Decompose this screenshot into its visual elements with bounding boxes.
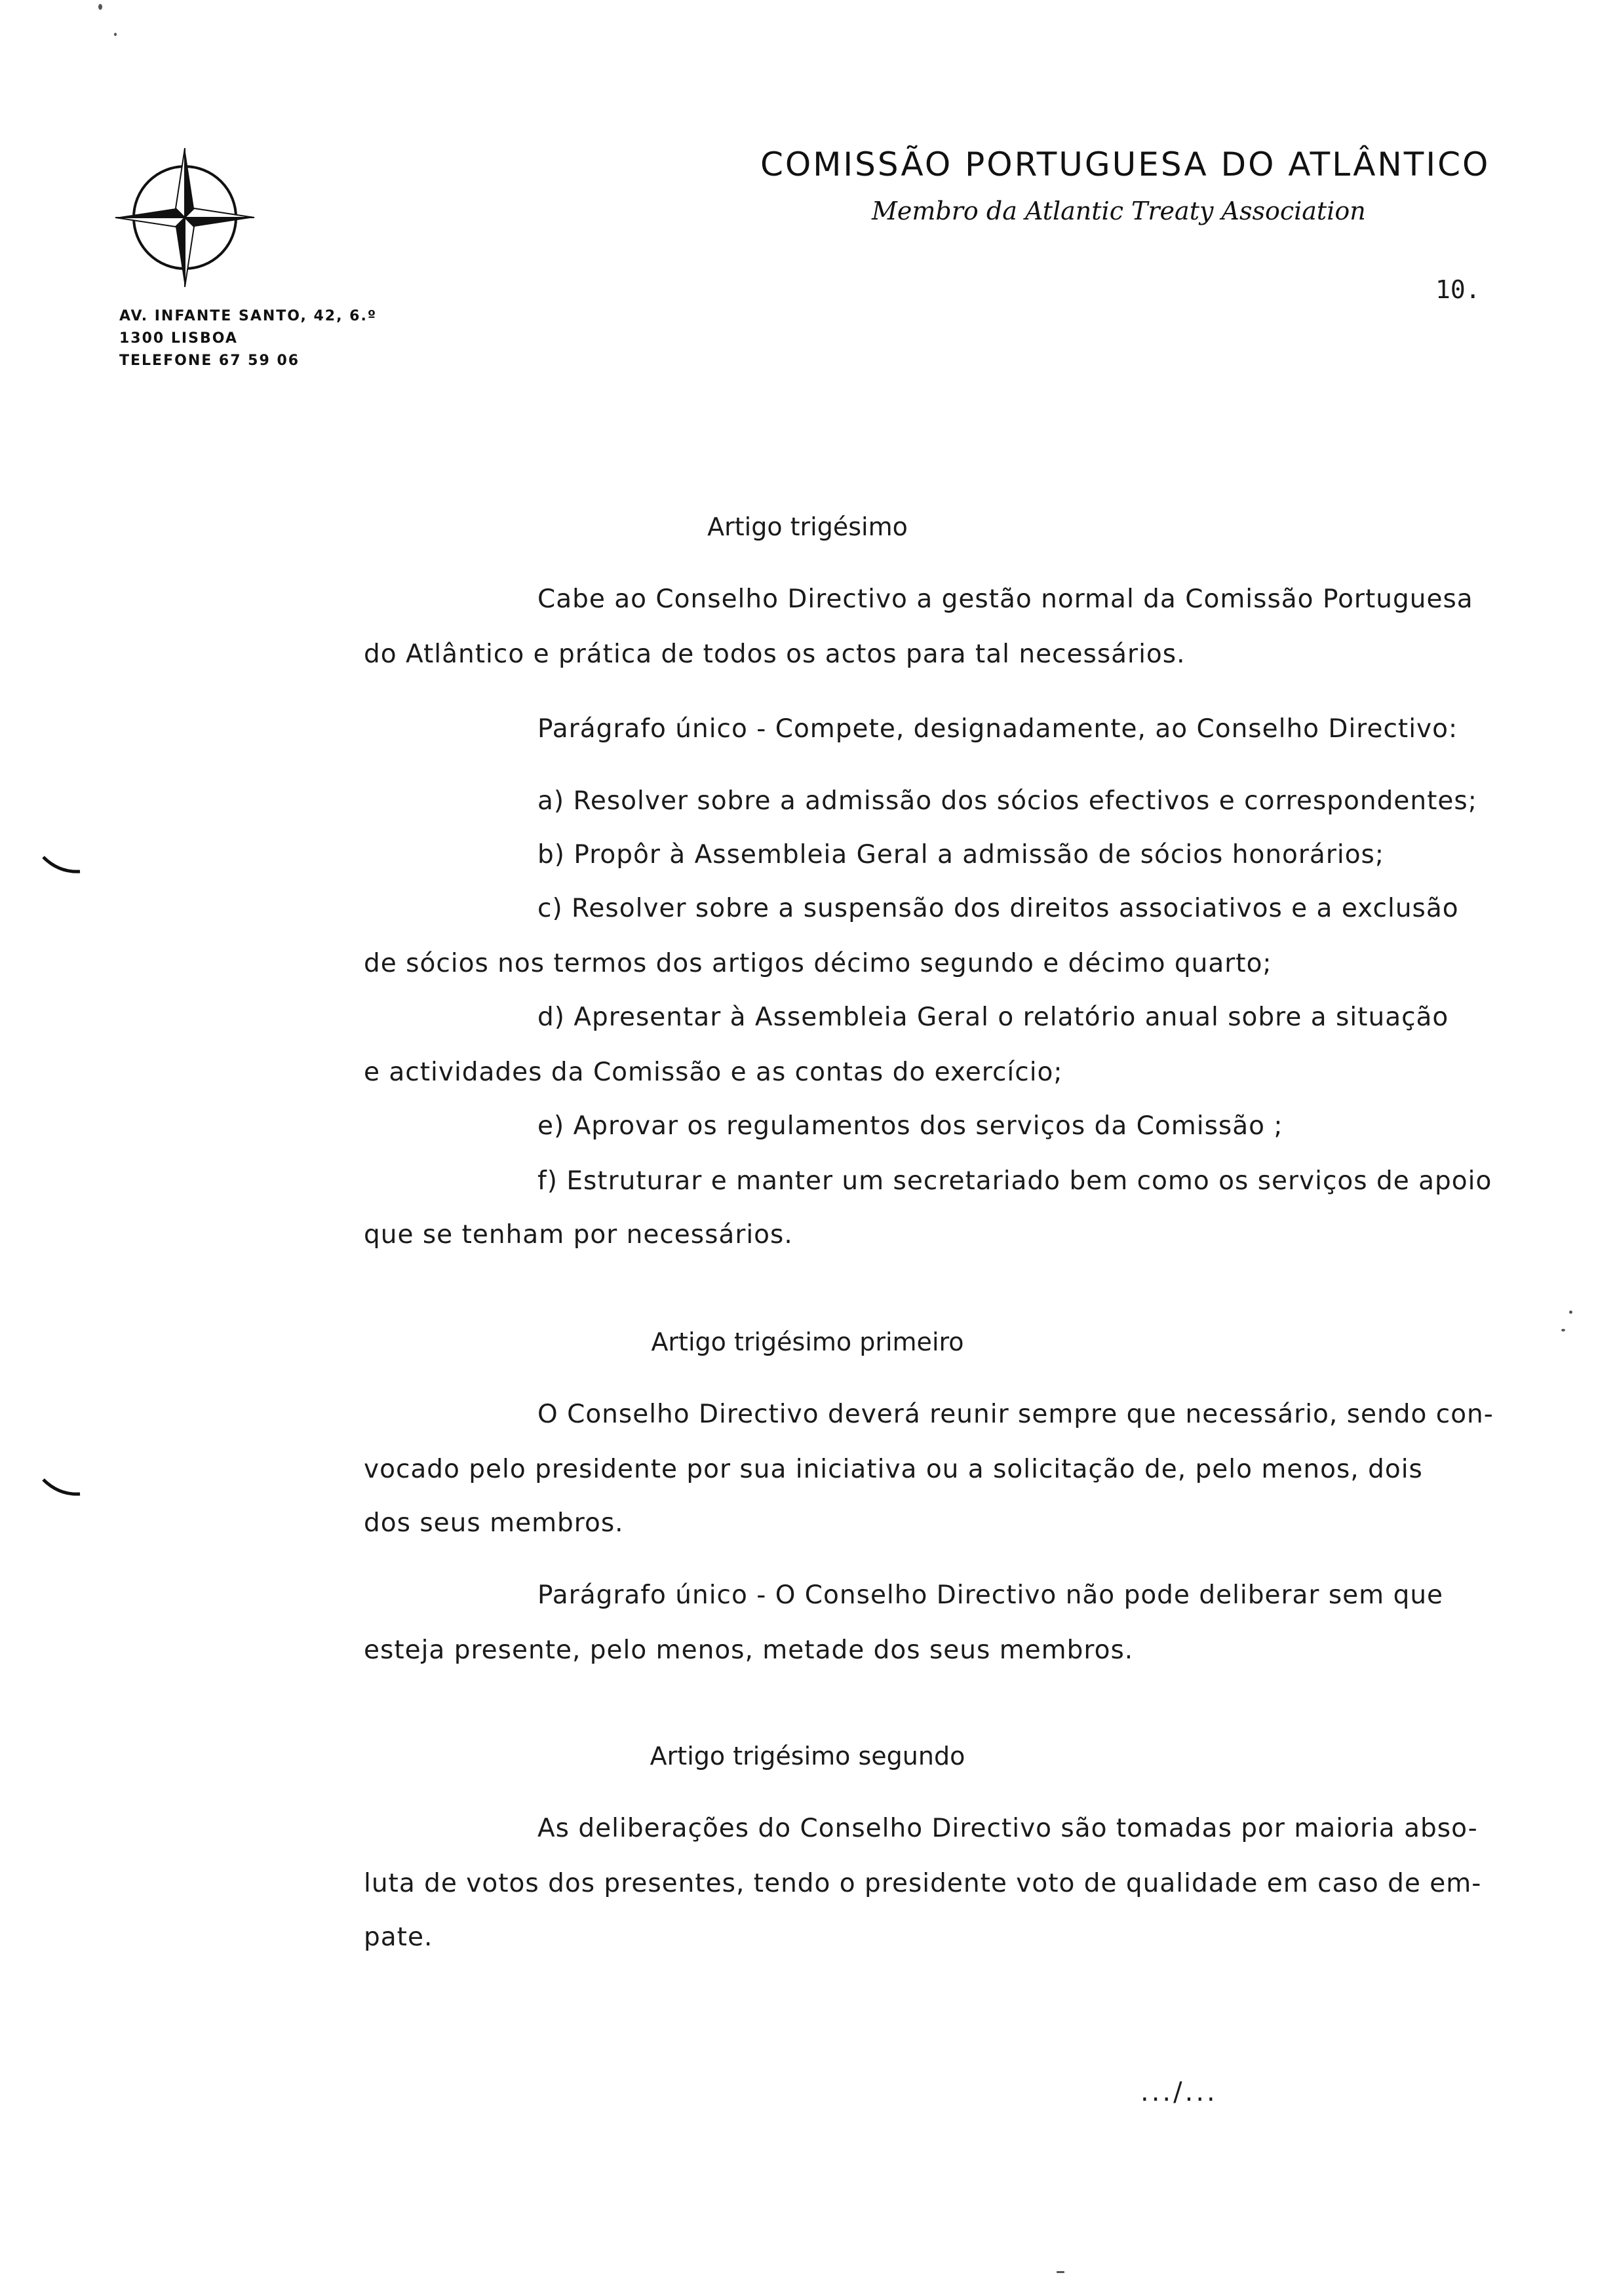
list-item-c: c) Resolver sobre a suspensão dos direitos associativos e a exclusão [537,894,1459,923]
list-item-d: d) Apresentar à Assembleia Geral o relatório anual sobre a situação [537,1003,1449,1032]
paragraph-line: esteja presente, pelo menos, metade dos seus membros. [364,1636,1134,1665]
hole-punch-mark-icon [39,852,85,878]
paragraph-line: Parágrafo único - Compete, designadamente, ao Conselho Directivo: [537,714,1458,744]
organization-title: COMISSÃO PORTUGUESA DO ATLÂNTICO [760,145,1490,183]
scan-speck [1057,2271,1064,2273]
paragraph-line: vocado pelo presidente por sua iniciativa ou a solicitação de, pelo menos, dois [364,1455,1423,1484]
list-item-f: f) Estruturar e manter um secretariado bem como os serviços de apoio [537,1166,1492,1196]
list-item-a: a) Resolver sobre a admissão dos sócios efectivos e correspondentes; [537,786,1477,816]
address-phone: TELEFONE 67 59 06 [119,353,300,369]
hole-punch-mark-icon [39,1474,85,1501]
paragraph-line: O Conselho Directivo deverá reunir sempre que necessário, sendo con- [537,1400,1494,1429]
page-number: 10. [1435,275,1481,304]
continuation-mark: .../... [1140,2077,1218,2107]
scan-speck [1561,1329,1565,1331]
article-heading: Artigo trigésimo primeiro [651,1328,964,1356]
article-heading: Artigo trigésimo segundo [650,1742,965,1770]
scan-speck [114,33,117,36]
scan-speck [1569,1311,1572,1314]
paragraph-line: Parágrafo único - O Conselho Directivo não pode deliberar sem que [537,1580,1444,1610]
article-heading: Artigo trigésimo [707,512,908,541]
paragraph-line: Cabe ao Conselho Directivo a gestão normal da Comissão Portuguesa [537,584,1473,614]
paragraph-line: luta de votos dos presentes, tendo o presidente voto de qualidade em caso de em- [364,1869,1482,1898]
paragraph-line: pate. [364,1923,433,1952]
list-item-b: b) Propôr à Assembleia Geral a admissão de sócios honorários; [537,840,1385,870]
list-item-f-continued: que se tenham por necessários. [364,1220,793,1250]
address-street: AV. INFANTE SANTO, 42, 6.º [119,308,378,324]
letterhead-address [119,305,377,372]
address-city: 1300 LISBOA [119,330,238,347]
paragraph-line: do Atlântico e prática de todos os actos para tal necessários. [364,640,1186,669]
scan-speck [98,4,102,10]
compass-rose-logo [113,145,257,290]
paragraph-line: dos seus membros. [364,1508,624,1538]
list-item-e: e) Aprovar os regulamentos dos serviços da Comissão ; [537,1111,1283,1141]
list-item-d-continued: e actividades da Comissão e as contas do exercício; [364,1058,1063,1087]
list-item-c-continued: de sócios nos termos dos artigos décimo segundo e décimo quarto; [364,949,1272,978]
paragraph-line: As deliberações do Conselho Directivo são tomadas por maioria abso- [537,1814,1478,1843]
organization-subtitle: Membro da Atlantic Treaty Association [872,197,1366,225]
